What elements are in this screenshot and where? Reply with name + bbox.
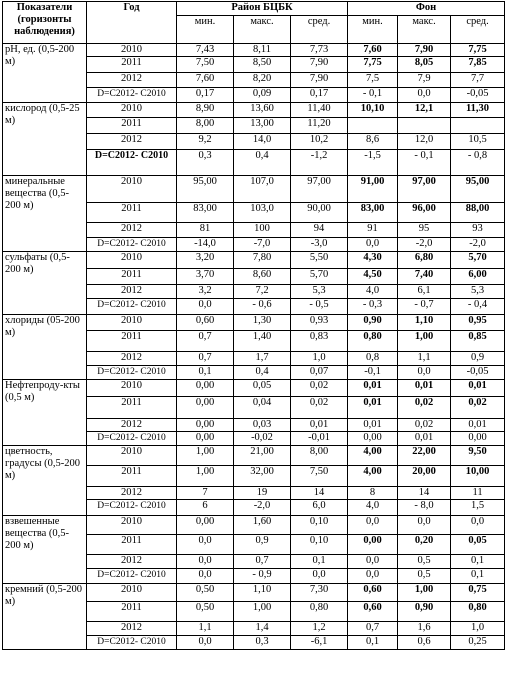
region-max-cell: 13,60 — [234, 103, 291, 118]
indicators-table — [2, 1, 505, 650]
region-avg-cell: 0,1 — [291, 555, 348, 569]
background-min-cell: 8,6 — [348, 134, 398, 150]
background-min-cell: 4,00 — [348, 466, 398, 487]
year-cell: 2011 — [87, 331, 177, 352]
background-min-cell: 0,90 — [348, 315, 398, 331]
background-max-cell: 6,80 — [398, 252, 451, 269]
year-cell: 2010 — [87, 516, 177, 535]
region-max-cell: 7,2 — [234, 285, 291, 299]
region-min-cell: 95,00 — [177, 176, 234, 203]
background-max-cell: 1,10 — [398, 315, 451, 331]
background-min-cell: 0,60 — [348, 602, 398, 622]
background-min-cell: 0,0 — [348, 516, 398, 535]
background-avg-cell: 95,00 — [451, 176, 505, 203]
table-row — [3, 516, 505, 535]
region-avg-cell: 0,93 — [291, 315, 348, 331]
background-min-cell: 4,0 — [348, 500, 398, 516]
region-min-cell: 8,90 — [177, 103, 234, 118]
background-min-cell: - 0,3 — [348, 299, 398, 315]
background-max-cell: 95 — [398, 223, 451, 238]
region-max-cell: 14,0 — [234, 134, 291, 150]
background-min-cell: 0,0 — [348, 569, 398, 584]
background-min-cell: 0,00 — [348, 535, 398, 555]
background-avg-cell: 0,02 — [451, 397, 505, 419]
background-max-cell: 96,00 — [398, 203, 451, 223]
region-min-cell: 0,3 — [177, 150, 234, 176]
background-min-cell: 7,75 — [348, 57, 398, 73]
year-cell: 2010 — [87, 446, 177, 466]
background-avg-cell: 0,1 — [451, 555, 505, 569]
region-min-cell: 0,7 — [177, 331, 234, 352]
year-cell: 2010 — [87, 380, 177, 397]
background-min-cell: -0,1 — [348, 366, 398, 380]
background-max-cell: 97,00 — [398, 176, 451, 203]
background-max-cell: 0,02 — [398, 397, 451, 419]
region-max-cell: 8,11 — [234, 44, 291, 57]
background-min-cell: 0,60 — [348, 584, 398, 602]
background-min-cell: 8 — [348, 487, 398, 500]
background-max-cell: 0,02 — [398, 419, 451, 432]
region-avg-cell: 94 — [291, 223, 348, 238]
background-min-cell: 4,30 — [348, 252, 398, 269]
background-min-cell: 0,0 — [348, 238, 398, 252]
background-avg-cell: 7,7 — [451, 73, 505, 88]
background-avg-cell — [451, 118, 505, 134]
region-max-cell: 1,30 — [234, 315, 291, 331]
region-avg-cell: 1,0 — [291, 352, 348, 366]
region-min-cell: 0,50 — [177, 602, 234, 622]
table-row — [3, 584, 505, 602]
background-min-cell: 0,00 — [348, 432, 398, 446]
header-year: Год — [87, 2, 177, 44]
region-avg-cell: 7,90 — [291, 57, 348, 73]
region-max-cell: 0,04 — [234, 397, 291, 419]
region-avg-cell: 0,80 — [291, 602, 348, 622]
region-min-cell: 9,2 — [177, 134, 234, 150]
year-cell: 2012 — [87, 419, 177, 432]
indicator-label: хлориды (05-200 м) — [3, 315, 87, 380]
region-min-cell: 0,60 — [177, 315, 234, 331]
difference-label: D=C2012- C2010 — [87, 299, 177, 315]
region-max-cell: 13,00 — [234, 118, 291, 134]
background-max-cell: - 0,1 — [398, 150, 451, 176]
region-avg-cell: 5,70 — [291, 269, 348, 285]
background-min-cell: 91,00 — [348, 176, 398, 203]
region-avg-cell: 1,2 — [291, 622, 348, 636]
region-min-cell: 1,1 — [177, 622, 234, 636]
year-cell: 2012 — [87, 487, 177, 500]
background-max-cell: 0,01 — [398, 432, 451, 446]
background-max-cell: 0,0 — [398, 516, 451, 535]
region-max-cell: 0,4 — [234, 366, 291, 380]
region-avg-cell: 0,02 — [291, 397, 348, 419]
region-min-cell: 3,2 — [177, 285, 234, 299]
region-max-cell: 0,3 — [234, 636, 291, 650]
background-min-cell: 10,10 — [348, 103, 398, 118]
background-avg-cell: -2,0 — [451, 238, 505, 252]
background-avg-cell: 5,3 — [451, 285, 505, 299]
region-avg-cell: 90,00 — [291, 203, 348, 223]
region-min-cell: -14,0 — [177, 238, 234, 252]
background-avg-cell: 0,01 — [451, 419, 505, 432]
region-min-cell: 8,00 — [177, 118, 234, 134]
table-row — [3, 315, 505, 331]
background-avg-cell: 0,9 — [451, 352, 505, 366]
background-max-cell: 0,5 — [398, 555, 451, 569]
table-row — [3, 44, 505, 57]
region-max-cell: 1,7 — [234, 352, 291, 366]
background-min-cell: 7,5 — [348, 73, 398, 88]
region-min-cell: 0,17 — [177, 88, 234, 103]
region-avg-cell: 7,30 — [291, 584, 348, 602]
difference-label: D=C2012- C2010 — [87, 569, 177, 584]
year-cell: 2011 — [87, 466, 177, 487]
header-background-max: макс. — [398, 16, 451, 44]
table-row — [3, 176, 505, 203]
region-max-cell: 21,00 — [234, 446, 291, 466]
year-cell: 2011 — [87, 269, 177, 285]
region-max-cell: 0,9 — [234, 535, 291, 555]
region-avg-cell: 0,17 — [291, 88, 348, 103]
region-avg-cell: 0,83 — [291, 331, 348, 352]
table-row — [3, 252, 505, 269]
region-max-cell: 0,4 — [234, 150, 291, 176]
region-avg-cell: 10,2 — [291, 134, 348, 150]
background-min-cell: 0,01 — [348, 397, 398, 419]
region-min-cell: 3,70 — [177, 269, 234, 285]
background-min-cell: 4,50 — [348, 269, 398, 285]
background-avg-cell: 6,00 — [451, 269, 505, 285]
difference-label: D=C2012- C2010 — [87, 366, 177, 380]
region-max-cell: -7,0 — [234, 238, 291, 252]
background-avg-cell: 7,85 — [451, 57, 505, 73]
region-avg-cell: 7,90 — [291, 73, 348, 88]
background-max-cell: 0,6 — [398, 636, 451, 650]
background-max-cell: 7,9 — [398, 73, 451, 88]
header-background-min: мин. — [348, 16, 398, 44]
background-max-cell — [398, 118, 451, 134]
indicator-label: pH, ед. (0,5-200 м) — [3, 44, 87, 103]
year-cell: 2010 — [87, 315, 177, 331]
background-avg-cell: 11,30 — [451, 103, 505, 118]
region-avg-cell: 0,0 — [291, 569, 348, 584]
region-avg-cell: - 0,5 — [291, 299, 348, 315]
background-min-cell: - 0,1 — [348, 88, 398, 103]
region-min-cell: 0,00 — [177, 380, 234, 397]
indicator-label: минеральные вещества (0,5-200 м) — [3, 176, 87, 252]
background-max-cell: 22,00 — [398, 446, 451, 466]
region-min-cell: 81 — [177, 223, 234, 238]
background-min-cell: 0,80 — [348, 331, 398, 352]
region-avg-cell: -3,0 — [291, 238, 348, 252]
header-region-min: мин. — [177, 16, 234, 44]
background-min-cell: 83,00 — [348, 203, 398, 223]
background-min-cell: 0,0 — [348, 555, 398, 569]
header-indicator: Показатели (горизонты наблюдения) — [3, 2, 87, 44]
background-min-cell: 7,60 — [348, 44, 398, 57]
region-max-cell: - 0,9 — [234, 569, 291, 584]
background-avg-cell: 0,80 — [451, 602, 505, 622]
background-avg-cell: 0,00 — [451, 432, 505, 446]
region-max-cell: 19 — [234, 487, 291, 500]
region-avg-cell: 0,10 — [291, 516, 348, 535]
year-cell: 2011 — [87, 57, 177, 73]
region-avg-cell: 0,10 — [291, 535, 348, 555]
background-avg-cell: 1,0 — [451, 622, 505, 636]
background-min-cell: 4,00 — [348, 446, 398, 466]
year-cell: 2012 — [87, 73, 177, 88]
background-avg-cell: 5,70 — [451, 252, 505, 269]
background-avg-cell: 0,85 — [451, 331, 505, 352]
region-max-cell: 8,20 — [234, 73, 291, 88]
background-max-cell: 12,0 — [398, 134, 451, 150]
region-max-cell: 1,40 — [234, 331, 291, 352]
region-avg-cell: -6,1 — [291, 636, 348, 650]
year-cell: 2010 — [87, 252, 177, 269]
background-max-cell: 20,00 — [398, 466, 451, 487]
year-cell: 2012 — [87, 352, 177, 366]
header-region-avg: сред. — [291, 16, 348, 44]
background-avg-cell: 7,75 — [451, 44, 505, 57]
region-min-cell: 0,50 — [177, 584, 234, 602]
year-cell: 2011 — [87, 602, 177, 622]
header-region-max: макс. — [234, 16, 291, 44]
table-body — [3, 44, 505, 650]
difference-label: D=C2012- C2010 — [87, 432, 177, 446]
year-cell: 2011 — [87, 535, 177, 555]
region-min-cell: 7,50 — [177, 57, 234, 73]
indicator-label: сульфаты (0,5-200 м) — [3, 252, 87, 315]
region-avg-cell: 7,73 — [291, 44, 348, 57]
region-avg-cell: -0,01 — [291, 432, 348, 446]
region-max-cell: 1,4 — [234, 622, 291, 636]
region-min-cell: 3,20 — [177, 252, 234, 269]
region-avg-cell: 0,02 — [291, 380, 348, 397]
year-cell: 2010 — [87, 176, 177, 203]
background-max-cell: 12,1 — [398, 103, 451, 118]
region-max-cell: - 0,6 — [234, 299, 291, 315]
difference-label: D=C2012- C2010 — [87, 238, 177, 252]
header-region: Район БЦБК — [177, 2, 348, 16]
year-cell: 2010 — [87, 44, 177, 57]
region-max-cell: -0,02 — [234, 432, 291, 446]
region-min-cell: 1,00 — [177, 466, 234, 487]
region-avg-cell: 11,40 — [291, 103, 348, 118]
background-max-cell: 0,0 — [398, 366, 451, 380]
background-max-cell: 0,5 — [398, 569, 451, 584]
difference-label: D=C2012- C2010 — [87, 636, 177, 650]
background-avg-cell: 0,75 — [451, 584, 505, 602]
region-min-cell: 0,0 — [177, 555, 234, 569]
region-max-cell: 107,0 — [234, 176, 291, 203]
background-avg-cell: 10,5 — [451, 134, 505, 150]
region-avg-cell: 5,50 — [291, 252, 348, 269]
background-avg-cell: - 0,4 — [451, 299, 505, 315]
background-max-cell: 1,6 — [398, 622, 451, 636]
table-row — [3, 103, 505, 118]
background-avg-cell: 11 — [451, 487, 505, 500]
indicator-label: Нефтепроду-кты (0,5 м) — [3, 380, 87, 446]
region-min-cell: 1,00 — [177, 446, 234, 466]
region-avg-cell: -1,2 — [291, 150, 348, 176]
region-avg-cell: 0,01 — [291, 419, 348, 432]
background-max-cell: - 0,7 — [398, 299, 451, 315]
background-min-cell: 0,01 — [348, 380, 398, 397]
region-min-cell: 0,00 — [177, 419, 234, 432]
region-avg-cell: 5,3 — [291, 285, 348, 299]
year-cell: 2011 — [87, 203, 177, 223]
background-avg-cell: 88,00 — [451, 203, 505, 223]
background-max-cell: 7,90 — [398, 44, 451, 57]
region-max-cell: 1,00 — [234, 602, 291, 622]
indicator-label: цветность, градусы (0,5-200 м) — [3, 446, 87, 516]
region-min-cell: 0,00 — [177, 397, 234, 419]
background-avg-cell: 0,0 — [451, 516, 505, 535]
background-max-cell: - 8,0 — [398, 500, 451, 516]
background-avg-cell: - 0,8 — [451, 150, 505, 176]
region-avg-cell: 7,50 — [291, 466, 348, 487]
background-min-cell: 0,7 — [348, 622, 398, 636]
year-cell: 2010 — [87, 584, 177, 602]
background-avg-cell: 1,5 — [451, 500, 505, 516]
background-max-cell: 0,90 — [398, 602, 451, 622]
background-avg-cell: 0,1 — [451, 569, 505, 584]
region-max-cell: 100 — [234, 223, 291, 238]
region-max-cell: 0,03 — [234, 419, 291, 432]
region-avg-cell: 11,20 — [291, 118, 348, 134]
year-cell: 2012 — [87, 555, 177, 569]
background-avg-cell: 10,00 — [451, 466, 505, 487]
year-cell: 2012 — [87, 622, 177, 636]
background-avg-cell: -0,05 — [451, 366, 505, 380]
region-max-cell: 7,80 — [234, 252, 291, 269]
year-cell: 2010 — [87, 103, 177, 118]
region-max-cell: 8,50 — [234, 57, 291, 73]
data-table-container — [2, 1, 505, 650]
background-max-cell: 1,1 — [398, 352, 451, 366]
table-row — [3, 446, 505, 466]
region-min-cell: 6 — [177, 500, 234, 516]
region-avg-cell: 0,07 — [291, 366, 348, 380]
year-cell: 2012 — [87, 223, 177, 238]
year-cell: 2012 — [87, 285, 177, 299]
background-min-cell: 0,1 — [348, 636, 398, 650]
background-max-cell: 0,0 — [398, 88, 451, 103]
region-min-cell: 0,7 — [177, 352, 234, 366]
background-max-cell: 7,40 — [398, 269, 451, 285]
difference-label: D=C2012- C2010 — [87, 88, 177, 103]
year-cell: 2012 — [87, 134, 177, 150]
indicator-label: кислород (0,5-25 м) — [3, 103, 87, 176]
indicator-label: кремний (0,5-200 м) — [3, 584, 87, 650]
background-max-cell: 0,20 — [398, 535, 451, 555]
background-max-cell: 6,1 — [398, 285, 451, 299]
region-min-cell: 0,0 — [177, 569, 234, 584]
region-min-cell: 0,00 — [177, 516, 234, 535]
background-max-cell: 0,01 — [398, 380, 451, 397]
year-cell: 2011 — [87, 118, 177, 134]
region-max-cell: 0,7 — [234, 555, 291, 569]
region-min-cell: 7,60 — [177, 73, 234, 88]
background-avg-cell: 0,05 — [451, 535, 505, 555]
region-avg-cell: 8,00 — [291, 446, 348, 466]
background-avg-cell: 0,25 — [451, 636, 505, 650]
region-max-cell: 0,05 — [234, 380, 291, 397]
region-max-cell: 1,60 — [234, 516, 291, 535]
background-min-cell: 0,01 — [348, 419, 398, 432]
background-min-cell: 4,0 — [348, 285, 398, 299]
background-max-cell: 1,00 — [398, 331, 451, 352]
background-min-cell: -1,5 — [348, 150, 398, 176]
background-min-cell — [348, 118, 398, 134]
background-max-cell: 1,00 — [398, 584, 451, 602]
difference-label: D=C2012- C2010 — [87, 150, 177, 176]
region-max-cell: 103,0 — [234, 203, 291, 223]
year-cell: 2011 — [87, 397, 177, 419]
region-avg-cell: 97,00 — [291, 176, 348, 203]
region-avg-cell: 6,0 — [291, 500, 348, 516]
region-max-cell: 8,60 — [234, 269, 291, 285]
region-max-cell: 32,00 — [234, 466, 291, 487]
background-avg-cell: 0,95 — [451, 315, 505, 331]
region-min-cell: 0,0 — [177, 535, 234, 555]
difference-label: D=C2012- C2010 — [87, 500, 177, 516]
background-avg-cell: -0,05 — [451, 88, 505, 103]
table-row — [3, 380, 505, 397]
background-min-cell: 91 — [348, 223, 398, 238]
header-background: Фон — [348, 2, 505, 16]
background-avg-cell: 93 — [451, 223, 505, 238]
background-avg-cell: 9,50 — [451, 446, 505, 466]
region-min-cell: 7,43 — [177, 44, 234, 57]
region-avg-cell: 14 — [291, 487, 348, 500]
region-max-cell: -2,0 — [234, 500, 291, 516]
region-min-cell: 0,0 — [177, 299, 234, 315]
region-max-cell: 1,10 — [234, 584, 291, 602]
region-min-cell: 7 — [177, 487, 234, 500]
background-max-cell: -2,0 — [398, 238, 451, 252]
region-min-cell: 0,0 — [177, 636, 234, 650]
region-min-cell: 0,1 — [177, 366, 234, 380]
region-min-cell: 83,00 — [177, 203, 234, 223]
background-max-cell: 14 — [398, 487, 451, 500]
background-min-cell: 0,8 — [348, 352, 398, 366]
indicator-label: взвешенные вещества (0,5-200 м) — [3, 516, 87, 584]
header-background-avg: сред. — [451, 16, 505, 44]
region-min-cell: 0,00 — [177, 432, 234, 446]
region-max-cell: 0,09 — [234, 88, 291, 103]
background-avg-cell: 0,01 — [451, 380, 505, 397]
background-max-cell: 8,05 — [398, 57, 451, 73]
